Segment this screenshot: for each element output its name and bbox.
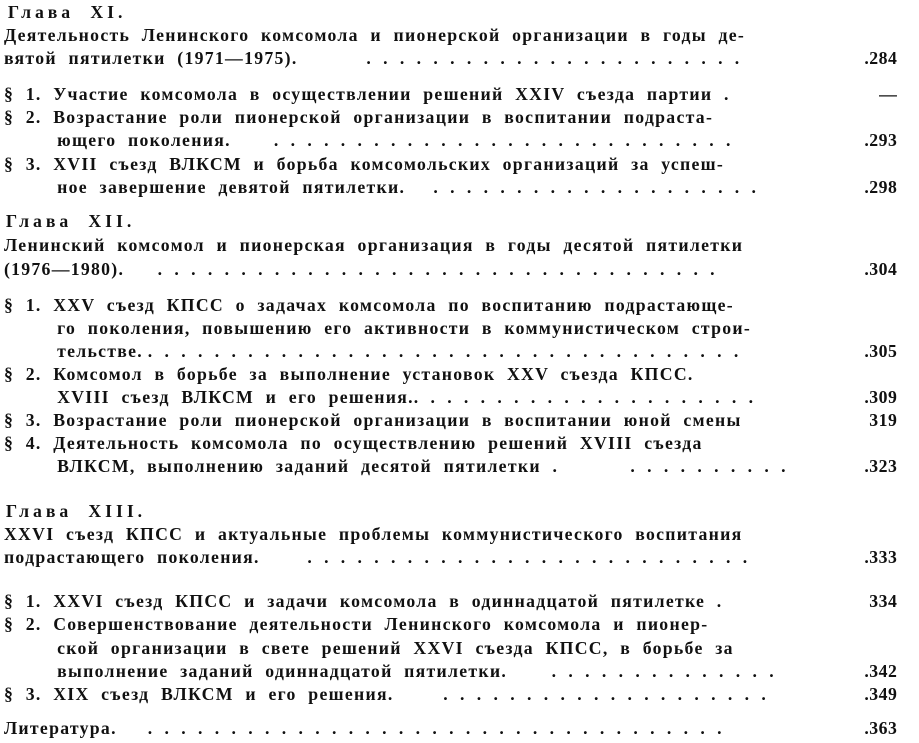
chapter-title-line: Деятельность Ленинского комсомола и пионерской организации в годы де- xyxy=(3,25,746,45)
leader-dots: . . . . . . . . . . . . . . . . . . . . . . . xyxy=(366,48,744,68)
page-number: .305 xyxy=(864,341,898,361)
page-number: .342 xyxy=(864,661,898,681)
leader-dots: . . . . . . . . . . . . . . xyxy=(551,661,778,681)
section-line: § 1. Участие комсомола в осуществлении решений XXIV съезда партии . — xyxy=(3,84,898,104)
section-line: § 3. XIX съезд ВЛКСМ и его решения. . . . . . . . . . . . . . . . . . . . . .349 xyxy=(3,684,898,704)
section-line: § 3. XVII съезд ВЛКСМ и борьба комсомольских организаций за успеш- xyxy=(3,154,725,174)
section-line: ВЛКСМ, выполнению заданий десятой пятилетки . . . . . . . . . . . .323 xyxy=(57,456,898,476)
chapter-heading: Глава XIII. xyxy=(5,501,147,521)
page-number: .284 xyxy=(864,48,898,68)
section-line: § 2. Комсомол в борьбе за выполнение установок XXV съезда КПСС. xyxy=(3,364,694,384)
leader-dots: . . . . . . . . . . . . . . . . . . . . . xyxy=(413,387,757,407)
leader-dots: . . . . . . . . . . . . . . . . . . . . . . . . . . . . xyxy=(273,130,735,150)
leader-dots: . . . . . . . . . . . . . . . . . . . . . . . . . . . . . . . . . . . . xyxy=(147,341,743,361)
section-line: § 2. Совершенствование деятельности Ленинского комсомола и пионер- xyxy=(3,614,709,634)
literature-entry: Литература. . . . . . . . . . . . . . . . . . . . . . . . . . . . . . . . . . . . .363 xyxy=(3,718,898,738)
section-line: § 2. Возрастание роли пионерской организации в воспитании подраста- xyxy=(3,107,714,127)
page-number: .349 xyxy=(864,684,898,704)
chapter-title-line: подрастающего поколения. . . . . . . . . . . . . . . . . . . . . . . . . . . . .333 xyxy=(3,547,898,567)
page-number: 334 xyxy=(869,591,898,611)
page-number: .309 xyxy=(864,387,898,407)
page-number: .304 xyxy=(864,259,898,279)
page-number: .323 xyxy=(864,456,898,476)
page-number: .298 xyxy=(864,177,898,197)
leader-dots: . . . . . . . . . . xyxy=(630,456,790,476)
chapter-title-line: Ленинский комсомол и пионерская организация в годы десятой пятилетки xyxy=(3,235,744,255)
section-line: § 3. Возрастание роли пионерской организации в воспитании юной смены 319 xyxy=(3,410,898,430)
leader-dots: . . . . . . . . . . . . . . . . . . . . xyxy=(443,684,770,704)
section-line: XVIII съезд ВЛКСМ и его решения. . . . . . . . . . . . . . . . . . . . . . .309 xyxy=(57,387,898,407)
chapter-heading: Глава XII. xyxy=(5,211,136,231)
section-line: § 1. XXVI съезд КПСС и задачи комсомола в одиннадцатой пятилетке . 334 xyxy=(3,591,898,611)
page-number: .333 xyxy=(864,547,898,567)
section-line: § 4. Деятельность комсомола по осуществлению решений XVIII съезда xyxy=(3,433,703,453)
section-line: ющего поколения. . . . . . . . . . . . . . . . . . . . . . . . . . . . . .293 xyxy=(57,130,898,150)
section-line: ное завершение девятой пятилетки. . . . . . . . . . . . . . . . . . . . . .298 xyxy=(57,177,898,197)
leader-dots: . . . . . . . . . . . . . . . . . . . . . . . . . . . xyxy=(307,547,752,567)
section-line: го поколения, повышению его активности в коммунистическом строи- xyxy=(57,318,752,338)
section-line: тельстве. . . . . . . . . . . . . . . . . . . . . . . . . . . . . . . . . . . . . .305 xyxy=(57,341,898,361)
page-number: .293 xyxy=(864,130,898,150)
chapter-heading: Глава XI. xyxy=(7,2,127,22)
chapter-title-line: XXVI съезд КПСС и актуальные проблемы коммунистического воспитания xyxy=(3,524,743,544)
section-line: выполнение заданий одиннадцатой пятилетки. . . . . . . . . . . . . . . .342 xyxy=(57,661,898,681)
leader-dots: . . . . . . . . . . . . . . . . . . . . xyxy=(433,177,760,197)
leader-dots: . . . . . . . . . . . . . . . . . . . . . . . . . . . . . . . . . . . xyxy=(147,718,726,738)
leader-dots: . . . . . . . . . . . . . . . . . . . . . . . . . . . . . . . . . . xyxy=(157,259,719,279)
page-number: .363 xyxy=(864,718,898,738)
section-line: § 1. XXV съезд КПСС о задачах комсомола по воспитанию подрастающе- xyxy=(3,295,734,315)
page-number: — xyxy=(879,84,898,104)
chapter-title-line: вятой пятилетки (1971—1975). . . . . . . . . . . . . . . . . . . . . . . . .284 xyxy=(3,48,898,68)
page-number: 319 xyxy=(869,410,898,430)
chapter-title-line: (1976—1980). . . . . . . . . . . . . . . . . . . . . . . . . . . . . . . . . . . .304 xyxy=(3,259,898,279)
section-line: ской организации в свете решений XXVI съезда КПСС, в борьбе за xyxy=(57,638,734,658)
